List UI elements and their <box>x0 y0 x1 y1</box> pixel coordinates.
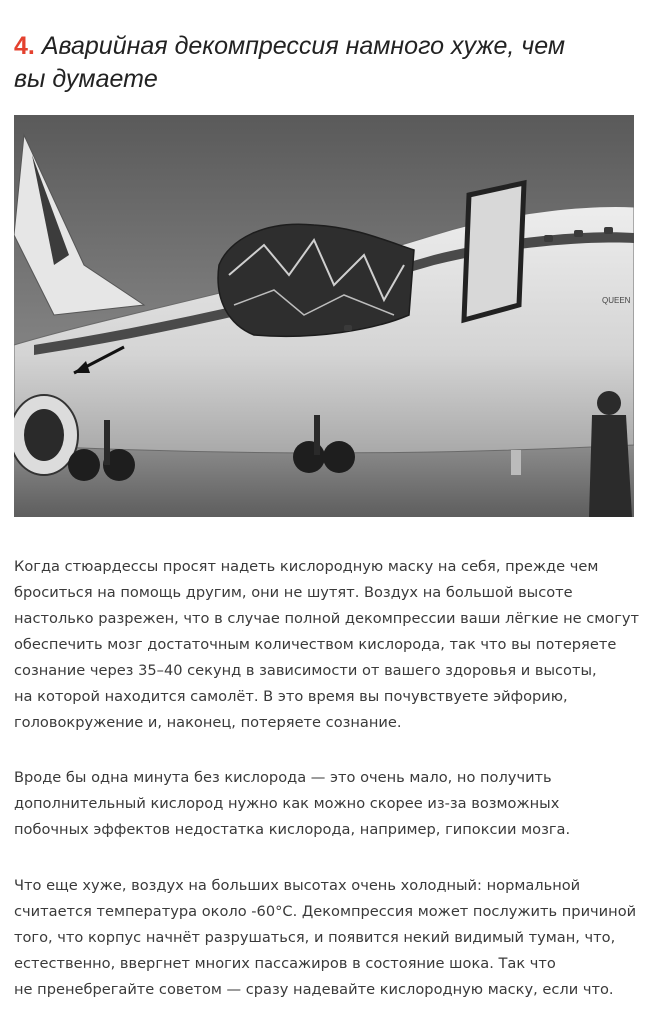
paragraph-2 <box>14 765 629 843</box>
fuselage-text: QUEEN <box>602 296 631 305</box>
paragraph-line: естественно, ввергнет многих пассажиров в состояние шока. Так что <box>14 955 556 972</box>
paragraph-line: броситься на помощь другим, они не шутят. Воздух на большой высоте <box>14 584 573 601</box>
paragraph-1 <box>14 554 639 736</box>
paragraph-line: головокружение и, наконец, потеряете сознание. <box>14 714 402 731</box>
paragraph-3 <box>14 873 637 1003</box>
paragraph-line: побочных эффектов недостатка кислорода, например, гипоксии мозга. <box>14 821 571 838</box>
paragraph-line: обеспечить мозг достаточным количеством кислорода, так что вы потеряете <box>14 636 617 653</box>
article-heading <box>14 30 614 96</box>
heading-title-line2: вы думаете <box>14 65 158 93</box>
paragraph-line: считается температура около -60°С. Декомпрессия может послужить причиной <box>14 903 637 920</box>
aircraft-photo-illustration <box>14 115 634 517</box>
paragraph-line: того, что корпус начнёт разрушаться, и появится некий видимый туман, что, <box>14 929 616 946</box>
heading-number: 4. <box>14 32 35 60</box>
paragraph-line: настолько разрежен, что в случае полной декомпрессии ваши лёгкие не смогут <box>14 610 639 627</box>
article-photo <box>14 115 634 517</box>
paragraph-line: Что еще хуже, воздух на больших высотах очень холодный: нормальной <box>14 877 581 894</box>
paragraph-line: дополнительный кислород нужно как можно скорее из-за возможных <box>14 795 560 812</box>
paragraph-line: Вроде бы одна минута без кислорода — это очень мало, но получить <box>14 769 552 786</box>
paragraph-line: Когда стюардессы просят надеть кислородную маску на себя, прежде чем <box>14 558 599 575</box>
heading-title-line1: Аварийная декомпрессия намного хуже, чем <box>41 32 565 60</box>
paragraph-line: не пренебрегайте советом — сразу надевайте кислородную маску, если что. <box>14 981 614 998</box>
paragraph-line: на которой находится самолёт. В это время вы почувствуете эйфорию, <box>14 688 568 705</box>
paragraph-line: сознание через 35–40 секунд в зависимости от вашего здоровья и высоты, <box>14 662 597 679</box>
